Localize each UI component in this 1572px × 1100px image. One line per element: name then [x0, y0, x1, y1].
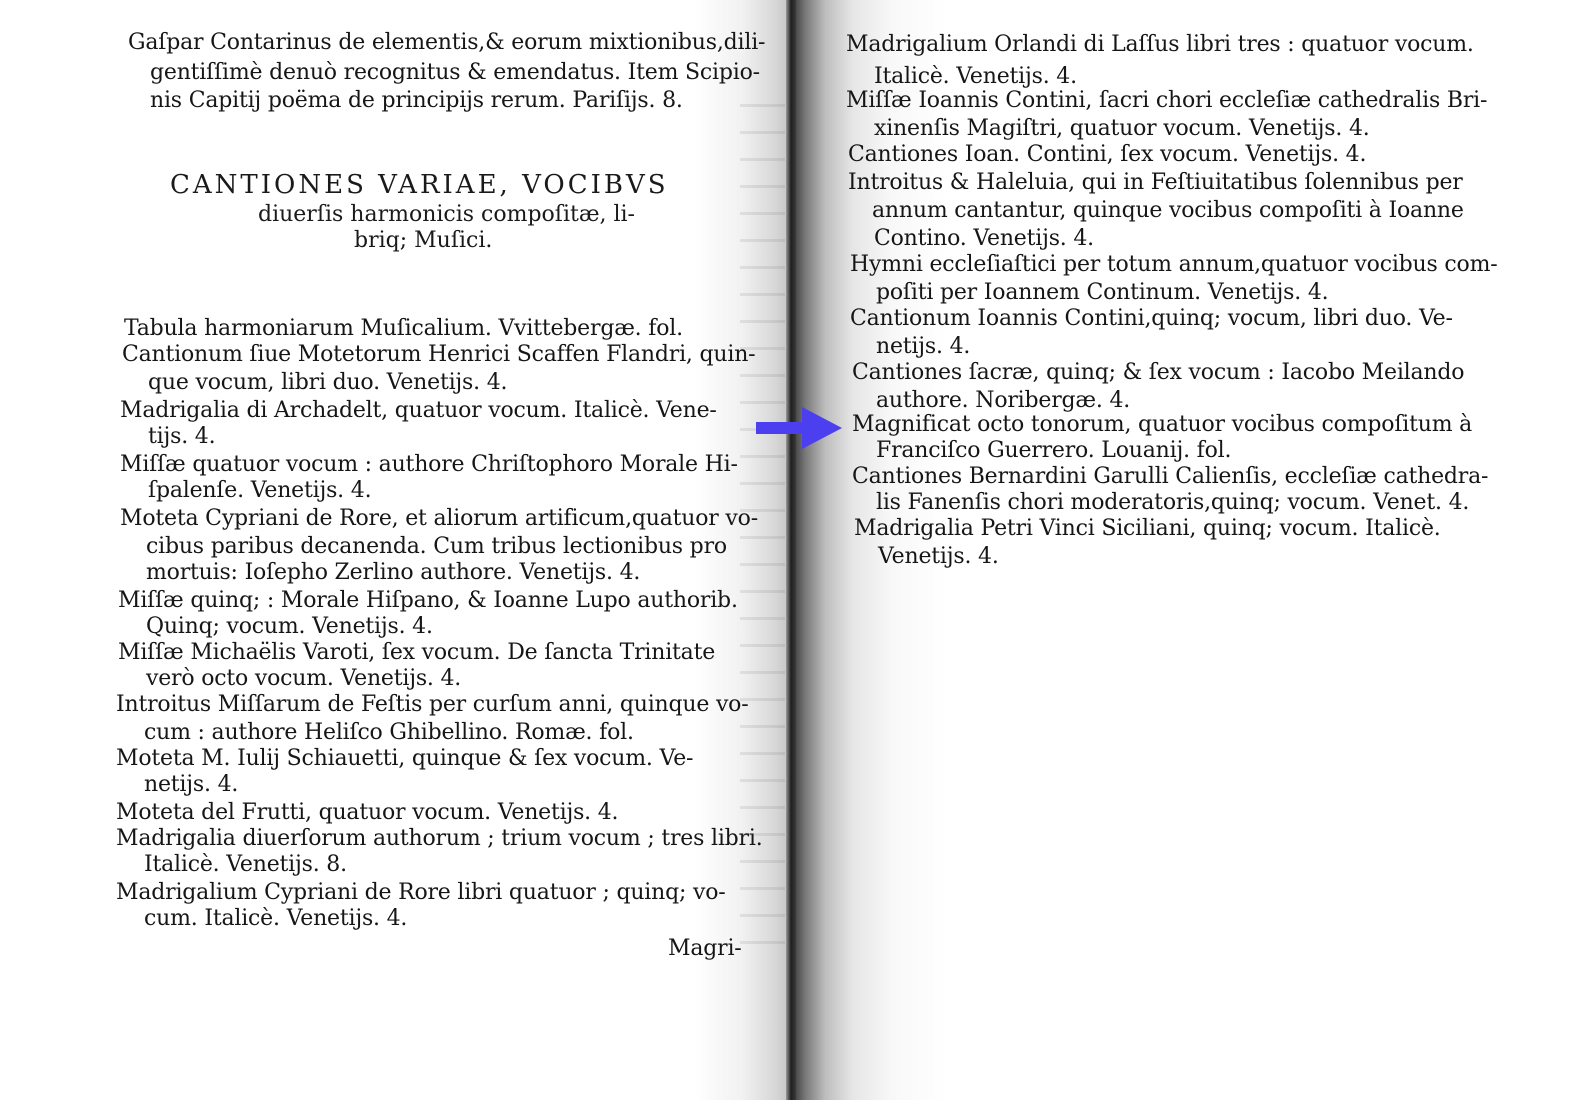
left-entry-line: que vocum, libri duo. Venetijs. 4.: [148, 370, 508, 395]
left-entry-line: verò octo vocum. Venetijs. 4.: [146, 666, 462, 691]
left-entry-line: Madrigalia diuerſorum authorum ; trium vocum ; tres libri.: [116, 826, 763, 851]
right-entry-line: Cantiones Ioan. Contini, ſex vocum. Venetijs. 4.: [848, 142, 1367, 167]
left-entry-line: Miſſæ quatuor vocum : authore Chriſtophoro Morale Hi-: [120, 452, 738, 477]
arrow-right-icon: [756, 405, 842, 451]
catchword: Magri-: [668, 936, 742, 961]
left-entry-line: Miſſæ Michaëlis Varoti, ſex vocum. De ſancta Trinitate: [118, 640, 716, 665]
right-entry-line: Madrigalium Orlandi di Laſſus libri tres : quatuor vocum.: [846, 32, 1474, 57]
right-entry-line: Venetijs. 4.: [878, 544, 999, 569]
left-entry-line: Quinq; vocum. Venetijs. 4.: [146, 614, 433, 639]
right-page: [790, 0, 1572, 1100]
left-entry-line: tijs. 4.: [148, 424, 216, 449]
section-subtitle-line-2: briq; Muſici.: [354, 228, 493, 253]
right-entry-line: Cantiones ſacræ, quinq; & ſex vocum : Iacobo Meilando: [852, 360, 1465, 385]
left-top-line-1: Gaſpar Contarinus de elementis,& eorum mixtionibus,dili-: [128, 30, 766, 55]
left-entry-line: cibus paribus decanenda. Cum tribus lectionibus pro: [146, 534, 727, 559]
right-entry-line: poſiti per Ioannem Continum. Venetijs. 4.: [876, 280, 1329, 305]
right-entry-line: Introitus & Haleluia, qui in Feſtiuitatibus ſolennibus per: [848, 170, 1463, 195]
right-entry-line: Miſſæ Ioannis Contini, ſacri chori eccleſiæ cathedralis Bri-: [846, 88, 1488, 113]
right-entry-line: annum cantantur, quinque vocibus compoſiti à Ioanne: [872, 198, 1464, 223]
left-entry-line: Tabula harmoniarum Muſicalium. Vvittebergæ. fol.: [124, 316, 683, 341]
show-through-shadow: [740, 90, 785, 950]
left-entry-line: Cantionum ſiue Motetorum Henrici Scaffen Flandri, quin-: [122, 342, 756, 367]
right-entry-line: Magnificat octo tonorum, quatuor vocibus compoſitum à: [852, 412, 1473, 437]
left-entry-line: Madrigalia di Archadelt, quatuor vocum. Italicè. Vene-: [120, 398, 717, 423]
left-entry-line: Moteta M. Iulij Schiauetti, quinque & ſex vocum. Ve-: [116, 746, 694, 771]
left-entry-line: mortuis: Ioſepho Zerlino authore. Venetijs. 4.: [146, 560, 641, 585]
right-entry-line: Contino. Venetijs. 4.: [874, 226, 1094, 251]
right-entry-line: lis Fanenſis chori moderatoris,quinq; vocum. Venet. 4.: [876, 490, 1470, 515]
right-entry-line: Cantiones Bernardini Garulli Calienſis, eccleſiæ cathedra-: [852, 464, 1489, 489]
left-entry-line: cum : authore Heliſco Ghibellino. Romæ. fol.: [144, 720, 634, 745]
right-entry-line: Italicè. Venetijs. 4.: [874, 64, 1077, 89]
left-top-line-2: gentiſſimè denuò recognitus & emendatus. Item Scipio-: [150, 60, 760, 85]
left-entry-line: Introitus Miſſarum de Feſtis per curſum anni, quinque vo-: [116, 692, 749, 717]
left-entry-line: Moteta Cypriani de Rore, et aliorum artificum,quatuor vo-: [120, 506, 758, 531]
right-entry-line: Madrigalia Petri Vinci Siciliani, quinq; vocum. Italicè.: [854, 516, 1441, 541]
section-subtitle-line-1: diuerſis harmonicis compoſitæ, li-: [258, 202, 635, 227]
left-entry-line: netijs. 4.: [144, 772, 239, 797]
left-top-line-3: nis Capitij poëma de principijs rerum. Pariſijs. 8.: [150, 88, 683, 113]
left-entry-line: Miſſæ quinq; : Morale Hiſpano, & Ioanne Lupo authorib.: [118, 588, 738, 613]
left-entry-line: Moteta del Frutti, quatuor vocum. Venetijs. 4.: [116, 800, 619, 825]
right-entry-line: Franciſco Guerrero. Louanij. fol.: [876, 438, 1232, 463]
left-entry-line: ſpalenſe. Venetijs. 4.: [148, 478, 372, 503]
left-entry-line: cum. Italicè. Venetijs. 4.: [144, 906, 408, 931]
right-entry-line: Hymni eccleſiaſtici per totum annum,quatuor vocibus com-: [850, 252, 1498, 277]
right-entry-line: netijs. 4.: [876, 334, 971, 359]
right-entry-line: xinenſis Magiſtri, quatuor vocum. Venetijs. 4.: [874, 116, 1370, 141]
left-entry-line: Madrigalium Cypriani de Rore libri quatuor ; quinq; vo-: [116, 880, 726, 905]
right-entry-line: Cantionum Ioannis Contini,quinq; vocum, libri duo. Ve-: [850, 306, 1453, 331]
left-entry-line: Italicè. Venetijs. 8.: [144, 852, 347, 877]
section-title: CANTIONES VARIAE, VOCIBVS: [170, 170, 669, 200]
book-gutter: [786, 0, 796, 1100]
right-entry-line: authore. Noribergæ. 4.: [876, 388, 1131, 413]
